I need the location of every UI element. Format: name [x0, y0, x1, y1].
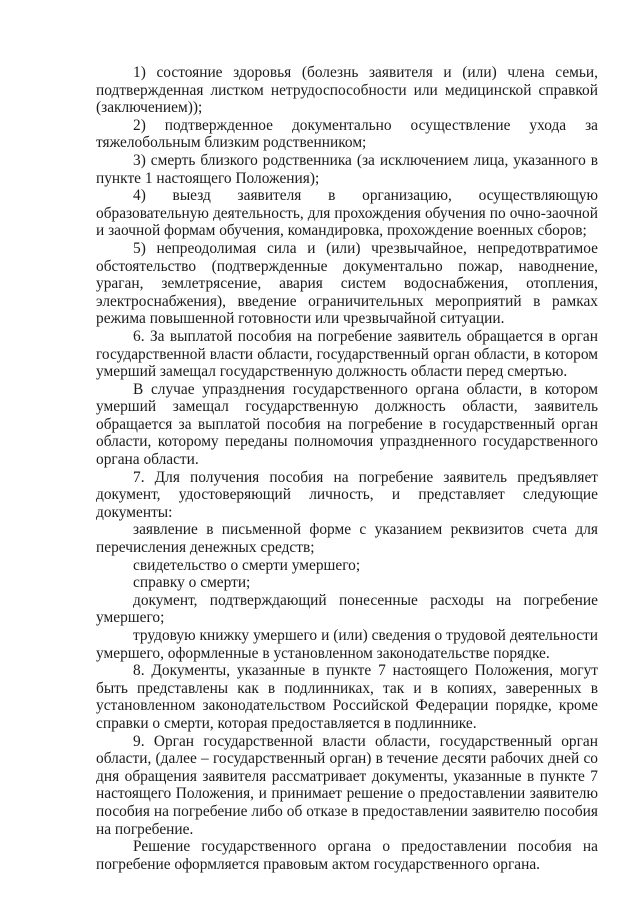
- paragraph-reason-force-majeure: 5) непреодолимая сила и (или) чрезвычайное, непредотвратимое обстоятельство (подтвержденные документально пожар, наводнение, ураган, землетрясение, авария систем водоснабжения, отопления, электроснабжения), введение ограничительных мероприятий в рамках режима повышенной готовности или чрезвычайной ситуации.: [96, 239, 598, 328]
- list-item-work-record: трудовую книжку умершего и (или) сведения о трудовой деятельности умершего, оформленные в установленном законодательстве порядке.: [96, 627, 598, 662]
- paragraph-reason-travel: 4) выезд заявителя в организацию, осуществляющую образовательную деятельность, для прохождения обучения по очно-заочной и заочной формам обучения, командировка, прохождение военных сборов;: [96, 187, 598, 240]
- list-item-death-certificate: свидетельство о смерти умершего;: [133, 556, 361, 574]
- paragraph-clause-8: 8. Документы, указанные в пункте 7 настоящего Положения, могут быть представлены как в подлинниках, так и в копиях, заверенных в установленном законодательством Российской Федерации порядке, кроме справки о смерти, которая предоставляется в подлиннике.: [96, 662, 598, 732]
- paragraph-reason-health: 1) состояние здоровья (болезнь заявителя и (или) члена семьи, подтвержденная листком нетрудоспособности или медицинской справкой (заключением));: [96, 64, 598, 117]
- paragraph-clause-9: 9. Орган государственной власти области, государственный орган области, (далее – государственный орган) в течение десяти рабочих дней со дня обращения заявителя рассматривает документы, указанные в пункте 7 настоящего Положения, и принимает решение о предоставлении заявителю пособия на погребение либо об отказе в предоставлении заявителю пособия на погребение.: [96, 732, 598, 838]
- paragraph-clause-6-abolition: В случае упразднения государственного органа области, в котором умерший замещал государственную должность области, заявитель обращается за выплатой пособия на погребение в государственный орган области, которому переданы полномочия упраздненного государственного органа области.: [96, 380, 598, 469]
- list-item-death-reference: справку о смерти;: [133, 574, 251, 592]
- paragraph-reason-care: 2) подтвержденное документально осуществление ухода за тяжелобольным близким родственником;: [96, 116, 598, 152]
- paragraph-reason-death-relative: 3) смерть близкого родственника (за исключением лица, указанного в пункте 1 настоящего Положения);: [96, 151, 598, 187]
- paragraph-clause-6: 6. За выплатой пособия на погребение заявитель обращается в орган государственной власти области, государственный орган области, в котором умерший замещал государственную должность области перед смертью.: [96, 327, 598, 381]
- paragraph-clause-7: 7. Для получения пособия на погребение заявитель предъявляет документ, удостоверяющий личность, и представляет следующие документы:: [96, 468, 598, 521]
- document-page: [96, 64, 598, 873]
- paragraph-decision: Решение государственного органа о предоставлении пособия на погребение оформляется правовым актом государственного органа.: [96, 838, 598, 873]
- list-item-application: заявление в письменной форме с указанием реквизитов счета для перечисления денежных средств;: [96, 521, 598, 557]
- list-item-expenses-document: документ, подтверждающий понесенные расходы на погребение умершего;: [96, 591, 598, 627]
